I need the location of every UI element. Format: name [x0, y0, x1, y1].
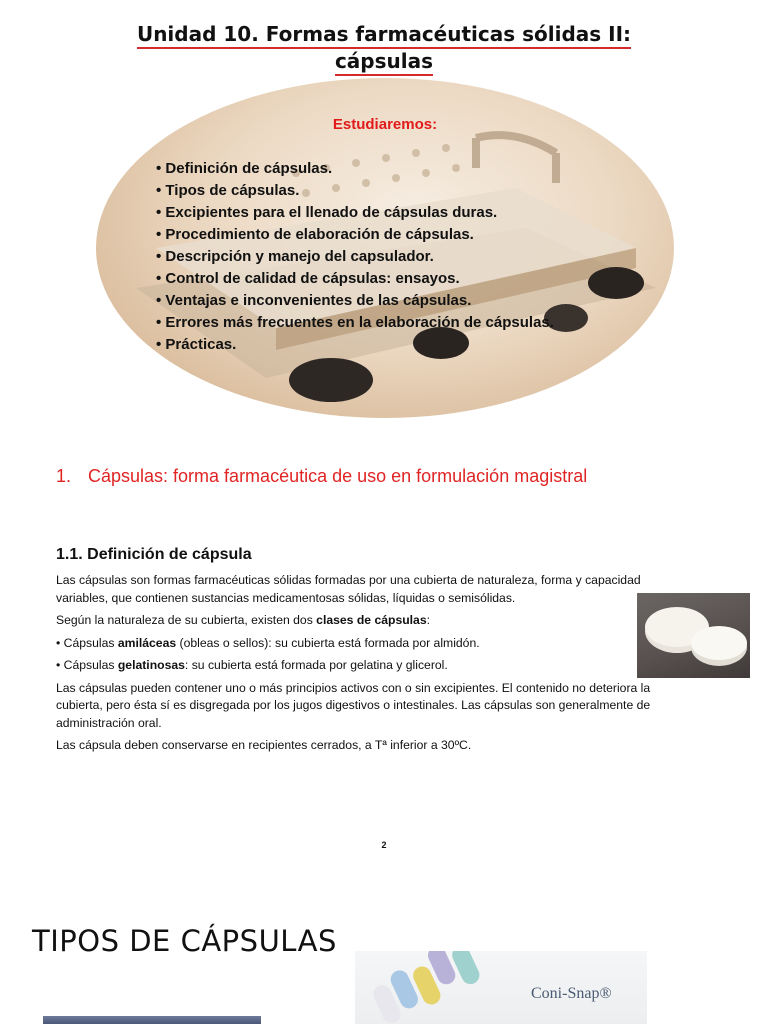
page-title	[0, 22, 768, 76]
section-1-heading	[56, 466, 587, 487]
topic-item: • Errores más frecuentes en la elaboración de cápsulas.	[156, 314, 554, 331]
title-line-2: cápsulas	[335, 49, 433, 76]
coni-snap-capsules-image	[355, 951, 647, 1024]
definition-body	[56, 572, 688, 760]
section-1-number: 1.	[56, 466, 72, 486]
study-heading: Estudiaremos:	[332, 116, 438, 133]
subsection-1-1-heading: 1.1. Definición de cápsula	[56, 546, 252, 563]
topic-item: • Definición de cápsulas.	[156, 160, 333, 177]
topic-item: • Descripción y manejo del capsulador.	[156, 248, 434, 265]
bottom-photo-edge	[43, 1016, 261, 1024]
paragraph-amilaceas: • Cápsulas amiláceas (obleas o sellos): su cubierta está formada por almidón.	[56, 635, 480, 650]
topic-item: • Excipientes para el llenado de cápsulas duras.	[156, 204, 498, 221]
paragraph-storage: Las cápsula deben conservarse en recipientes cerrados, a Tª inferior a 30ºC.	[56, 738, 472, 752]
capsule-machine-oval-image	[96, 78, 674, 418]
study-topics-list	[156, 158, 554, 356]
wafer-capsules-photo	[637, 593, 750, 678]
paragraph-definition: Las cápsulas son formas farmacéuticas sólidas formadas por una cubierta de naturaleza, forma y capacidad variables, que contienen sustancias medicamentosas sólidas, líquidas o semisólidas.	[56, 573, 641, 605]
tipos-capsulas-heading: TIPOS DE CÁPSULAS	[32, 924, 337, 958]
page-number: 2	[381, 840, 387, 850]
section-1-title: Cápsulas: forma farmacéutica de uso en formulación magistral	[88, 466, 588, 486]
paragraph-gelatinosas: • Cápsulas gelatinosas: su cubierta está formada por gelatina y glicerol.	[56, 658, 448, 672]
coni-snap-brand: Coni-Snap®	[531, 985, 612, 1002]
topic-item: • Control de calidad de cápsulas: ensayos.	[156, 270, 460, 287]
paragraph-classes: Según la naturaleza de su cubierta, existen dos clases de cápsulas:	[56, 613, 430, 627]
topic-item: • Tipos de cápsulas.	[156, 182, 300, 199]
topic-item: • Ventajas e inconvenientes de las cápsulas.	[156, 292, 472, 309]
topic-item: • Prácticas.	[156, 336, 237, 353]
title-line-1: Unidad 10. Formas farmacéuticas sólidas II:	[137, 22, 631, 49]
topic-item: • Procedimiento de elaboración de cápsulas.	[156, 226, 474, 243]
paragraph-contents: Las cápsulas pueden contener uno o más principios activos con o sin excipientes. El contenido no deteriora la cubierta, pero ésta sí es disgregada por los jugos digestivos o intestinales. Las cápsulas son generalmente de administración oral.	[56, 680, 651, 730]
